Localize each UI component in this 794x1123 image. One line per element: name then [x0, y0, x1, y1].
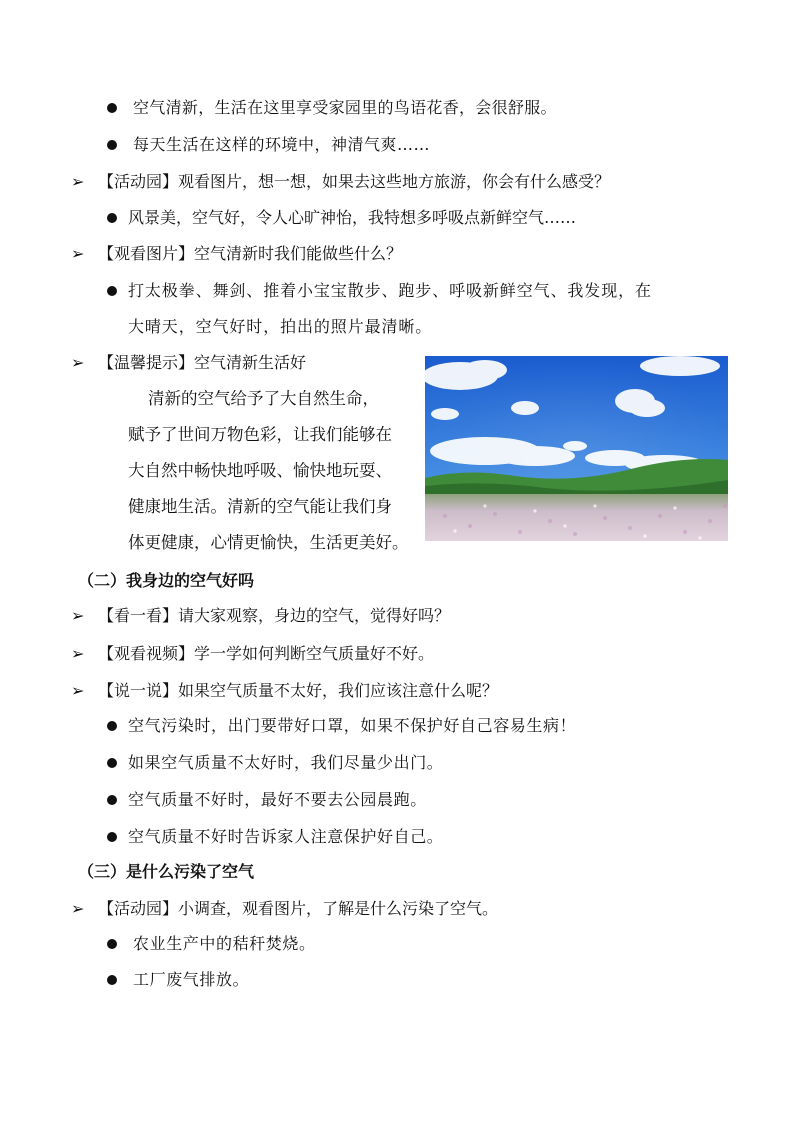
section-heading: （二）我身边的空气好吗 — [78, 571, 255, 590]
bullet-icon — [107, 213, 117, 223]
bullet-item: 风景美，空气好，令人心旷神怡，我特想多呼吸点新鲜空气…… — [128, 208, 577, 227]
arrow-icon: ➢ — [71, 353, 85, 372]
tip-heading: 【温馨提示】空气清新生活好 — [98, 353, 307, 372]
bullet-item: 工厂废气排放。 — [133, 970, 250, 989]
bullet-icon — [107, 286, 117, 296]
arrow-icon: ➢ — [71, 899, 85, 918]
bullet-item: 打太极拳、舞剑、推着小宝宝散步、跑步、呼吸新鲜空气、我发现，在 — [128, 281, 652, 300]
tip-paragraph-line: 清新的空气给予了大自然生命， — [148, 389, 379, 408]
bullet-item-continued: 大晴天，空气好时，拍出的照片最清晰。 — [128, 317, 433, 336]
activity-line: 【活动园】观看图片，想一想，如果去这些地方旅游，你会有什么感受？ — [98, 172, 611, 191]
bullet-icon — [107, 721, 117, 731]
arrow-icon: ➢ — [71, 681, 85, 700]
bullet-item: 空气污染时，出门要带好口罩，如果不保护好自己容易生病！ — [128, 716, 577, 735]
tip-paragraph-line: 大自然中畅快地呼吸、愉快地玩耍、 — [128, 461, 392, 480]
section-heading: （三）是什么污染了空气 — [78, 862, 255, 881]
activity-line: 【活动园】小调查，观看图片，了解是什么污染了空气。 — [98, 899, 499, 918]
bullet-item: 每天生活在这样的环境中，神清气爽…… — [133, 135, 431, 154]
meadow-landscape-photo — [425, 356, 728, 541]
bullet-icon — [107, 103, 117, 113]
bullet-icon — [107, 939, 117, 949]
bullet-item: 农业生产中的秸秆焚烧。 — [133, 934, 316, 953]
bullet-icon — [107, 975, 117, 985]
activity-line: 【说一说】如果空气质量不太好，我们应该注意什么呢？ — [98, 681, 499, 700]
tip-paragraph-line: 赋予了世间万物色彩，让我们能够在 — [128, 425, 392, 444]
activity-line: 【观看视频】学一学如何判断空气质量好不好。 — [98, 644, 435, 663]
bullet-item: 空气质量不好时告诉家人注意保护好自己。 — [128, 827, 444, 846]
arrow-icon: ➢ — [71, 244, 85, 263]
bullet-item: 空气清新，生活在这里享受家园里的鸟语花香，会很舒服。 — [133, 98, 557, 117]
activity-line: 【看一看】请大家观察，身边的空气，觉得好吗？ — [98, 606, 451, 625]
bullet-icon — [107, 140, 117, 150]
tip-paragraph-line: 体更健康，心情更愉快，生活更美好。 — [128, 533, 409, 552]
bullet-icon — [107, 832, 117, 842]
bullet-icon — [107, 795, 117, 805]
arrow-icon: ➢ — [71, 606, 85, 625]
arrow-icon: ➢ — [71, 172, 85, 191]
arrow-icon: ➢ — [71, 644, 85, 663]
bullet-item: 如果空气质量不太好时，我们尽量少出门。 — [128, 753, 444, 772]
activity-line: 【观看图片】空气清新时我们能做些什么？ — [98, 244, 403, 263]
bullet-icon — [107, 758, 117, 768]
tip-paragraph-line: 健康地生活。清新的空气能让我们身 — [128, 497, 392, 516]
bullet-item: 空气质量不好时，最好不要去公园晨跑。 — [128, 790, 427, 809]
